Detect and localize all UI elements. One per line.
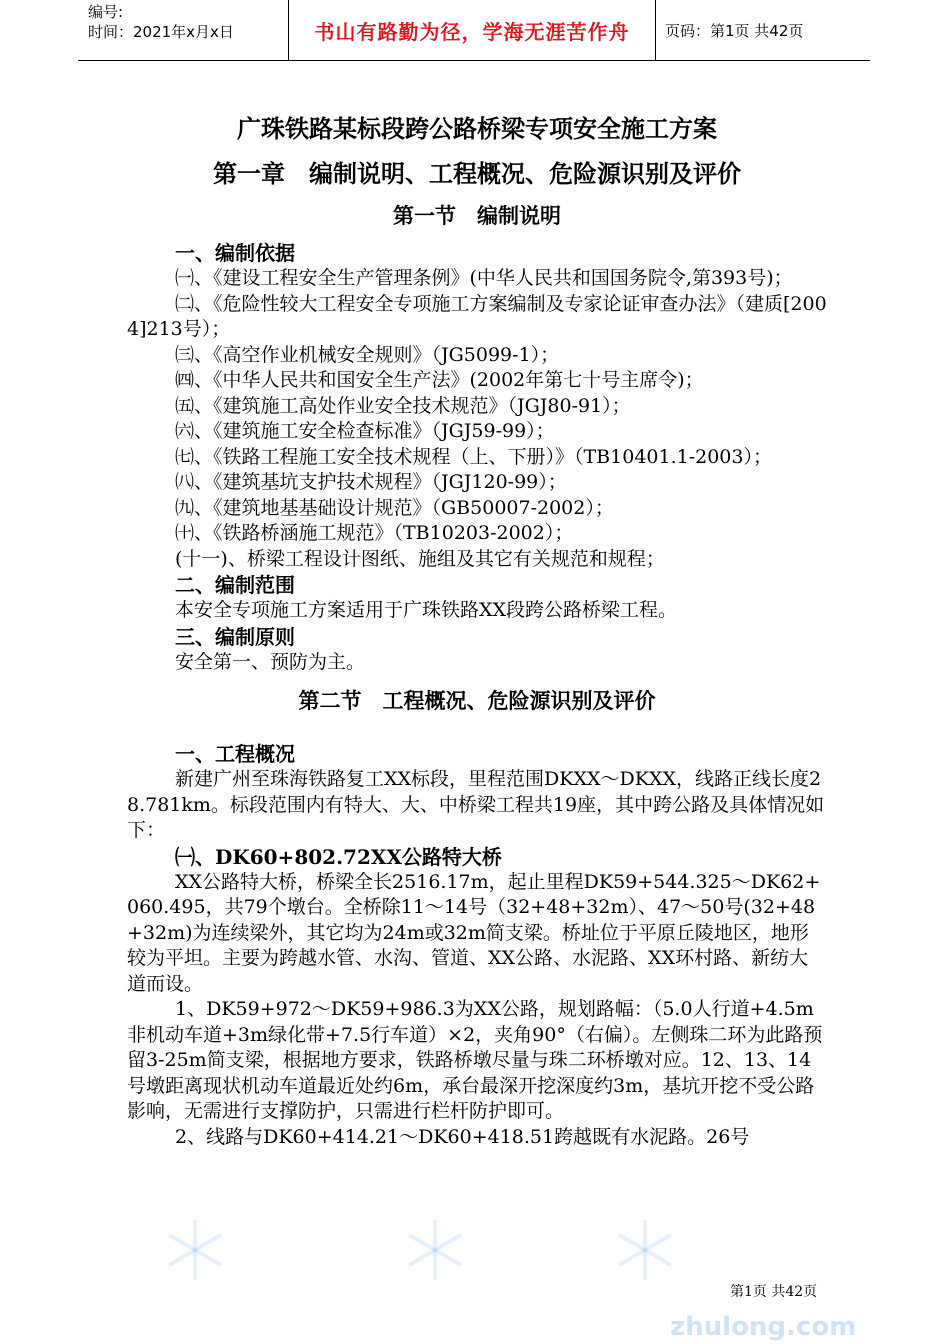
list-item: ㈤、《建筑施工高处作业安全技术规范》（JGJ80-91）； xyxy=(175,394,631,417)
header-date: 时间：2021年x月x日 xyxy=(88,23,234,41)
subheading-basis: 一、编制依据 xyxy=(175,241,295,265)
reference-list xyxy=(127,266,827,572)
list-item: ㈢、《高空作业机械安全规则》（JG5099-1）； xyxy=(175,343,560,366)
snowflake-watermark-icon xyxy=(160,1215,230,1285)
list-item: ㈥、《建筑施工安全检查标准》（JGJ59-99）； xyxy=(175,420,555,442)
subheading-scope: 二、编制范围 xyxy=(175,573,295,597)
header-divider xyxy=(655,0,656,60)
scope-paragraph: 本安全专项施工方案适用于广珠铁路XX段跨公路桥梁工程。 xyxy=(175,599,678,621)
section-heading: 第二节 工程概况、危险源识别及评价 xyxy=(298,688,656,713)
list-item: ㈡、《危险性较大工程安全专项施工方案编制及专家论证审查办法》（建质[2004]213号）； xyxy=(127,292,827,340)
document-body xyxy=(127,110,827,1150)
bridge-paragraph: XX公路特大桥，桥梁全长2516.17m，起止里程DK59+544.325～DK62+060.495，共79个墩台。全桥除11～14号（32+48+32m）、47～50号(32+48+32m)为连续梁外，其它均为24m或32m简支梁。桥址位于平原丘陵地区，地形较为平坦。主要为跨越水管、水沟、管道、XX公路、水泥路、XX环村路、新纺大道而设。 xyxy=(127,870,821,995)
snowflake-watermark-icon xyxy=(400,1215,470,1285)
header-motto: 书山有路勤为径，学海无涯苦作舟 xyxy=(314,19,630,44)
item-paragraph: 2、线路与DK60+414.21～DK60+418.51跨越既有水泥路。26号 xyxy=(175,1125,750,1148)
header-page-info: 页码：第1页 共42页 xyxy=(665,21,804,40)
list-item: ㈩、《铁路桥涵施工规范》（TB10203-2002）； xyxy=(175,522,574,544)
header-meta xyxy=(88,2,283,42)
header-number-label: 编号: xyxy=(88,3,124,21)
subheading-overview: 一、工程概况 xyxy=(175,742,295,766)
overview-paragraph: 新建广州至珠海铁路复工XX标段，里程范围DKXX～DKXX，线路正线长度28.781km。标段范围内有特大、大、中桥梁工程共19座，其中跨公路及具体情况如下： xyxy=(127,768,825,841)
page-footer: 第1页 共42页 xyxy=(730,1284,818,1300)
list-item: ㈨、《建筑地基基础设计规范》（GB50007-2002）； xyxy=(175,496,614,519)
subheading-principle: 三、编制原则 xyxy=(175,624,295,649)
chapter-heading: 第一章 编制说明、工程概况、危险源识别及评价 xyxy=(213,159,741,188)
list-item: ㈦、《铁路工程施工安全技术规程（上、下册）》（TB10401.1-2003）； xyxy=(175,445,772,468)
list-item: ㈧、《建筑基坑支护技术规程》（JGJ120-99）； xyxy=(175,471,567,493)
list-item: ㈠、《建设工程安全生产管理条例》(中华人民共和国国务院令,第393号)； xyxy=(175,267,793,289)
watermark-text: zhulong.com xyxy=(670,1312,857,1342)
snowflake-watermark-icon xyxy=(610,1215,680,1285)
list-item: ㈣、《中华人民共和国安全生产法》(2002年第七十号主席令)； xyxy=(175,369,704,391)
subheading-bridge: ㈠、DK60+802.72XX公路特大桥 xyxy=(175,844,502,869)
section-heading: 第一节 编制说明 xyxy=(393,203,561,228)
page-header xyxy=(78,0,870,61)
item-paragraph: 1、DK59+972～DK59+986.3为XX公路，规划路幅：（5.0人行道+4.5m非机动车道+3m绿化带+7.5行车道）×2，夹角90°（右偏）。左侧珠二环为此路预留3-25m简支梁，根据地方要求，铁路桥墩尽量与珠二环桥墩对应。12、13、14号墩距离现状机动车道最近处约6m，承台最深开挖深度约3m，基坑开挖不受公路影响，无需进行支撑防护，只需进行栏杆防护即可。 xyxy=(127,998,823,1122)
principle-paragraph: 安全第一、预防为主。 xyxy=(175,650,366,673)
list-item: (十一)、桥梁工程设计图纸、施组及其它有关规范和规程； xyxy=(175,547,665,570)
document-title: 广珠铁路某标段跨公路桥梁专项安全施工方案 xyxy=(237,114,717,143)
